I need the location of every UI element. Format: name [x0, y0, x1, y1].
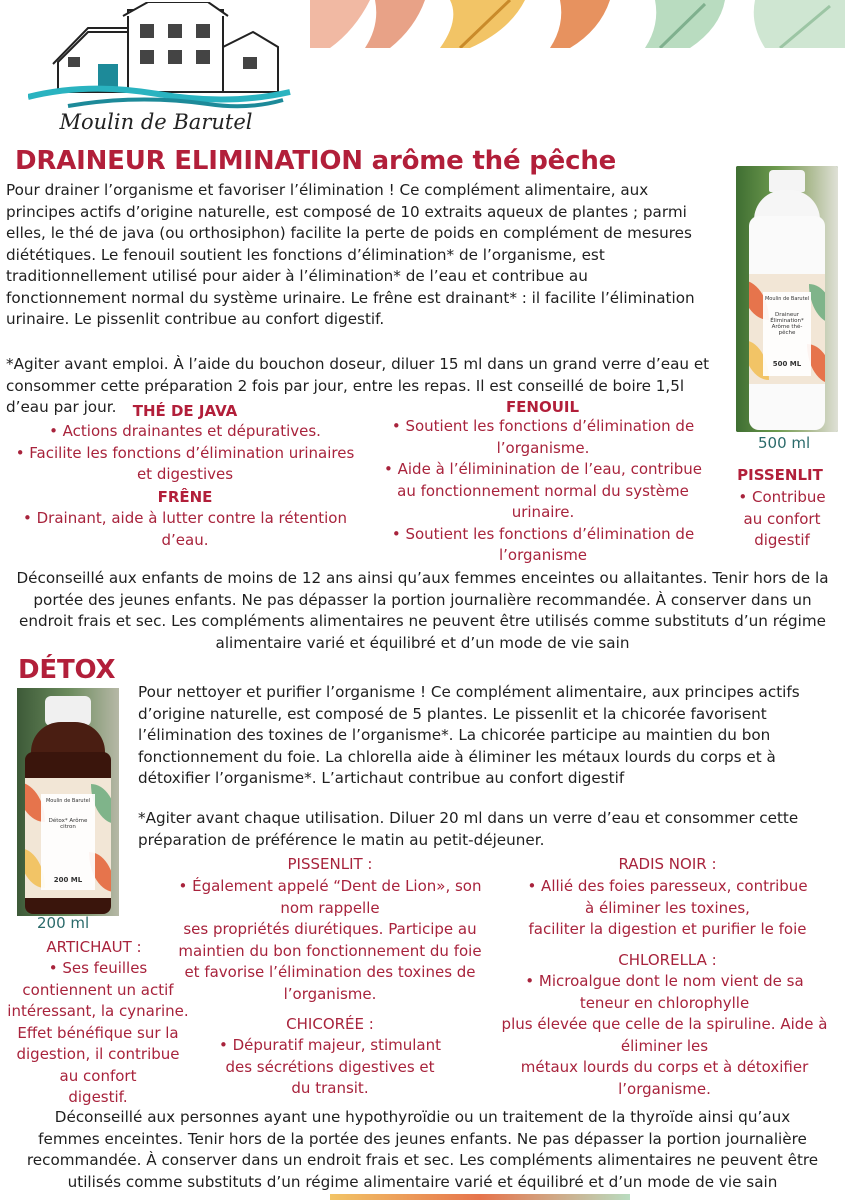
list-item: • Facilite les fonctions d’élimination urinaires	[15, 443, 355, 462]
product2-warning	[0, 1107, 845, 1193]
product1-title: DRAINEUR ELIMINATION arôme thé pêche	[15, 146, 617, 176]
the-de-java-heading: THÉ DE JAVA	[132, 402, 238, 420]
artichaut-heading: ARTICHAUT :	[46, 938, 142, 956]
text-line: détoxifier l’organisme*. L’artichaut contribue au confort digestif	[138, 769, 625, 787]
list-item: digestion, il contribue	[16, 1045, 180, 1063]
list-item: maintien du bon fonctionnement du foie	[178, 941, 482, 960]
text-line: d’origine naturelle, est composé de 5 plantes. Le pissenlit et la chicorée favorisent	[138, 704, 767, 723]
list-item: urinaire.	[511, 503, 575, 521]
list-item: à éliminer les toxines,	[585, 898, 750, 917]
list-item: ses propriétés diurétiques. Participe au	[183, 920, 477, 938]
text-line: endroit frais et sec. Les compléments alimentaires ne peuvent être utilisés comme substituts d’un régime	[19, 612, 826, 630]
list-item: contiennent un actif	[22, 980, 174, 999]
list-item: • Microalgue dont le nom vient de sa	[525, 972, 804, 990]
product2-title: DÉTOX	[18, 655, 116, 685]
text-line: urinaire. Le pissenlit contribue au confort digestif.	[6, 310, 385, 328]
list-item: • Soutient les fonctions d’élimination de	[391, 524, 695, 543]
pissenlit-heading: PISSENLIT	[737, 466, 823, 484]
list-item: • Également appelé “Dent de Lion», son	[178, 877, 482, 895]
text-line: femmes enceintes. Tenir hors de la portée des jeunes enfants. Ne pas dépasser la portion journalière	[38, 1129, 807, 1148]
product2-bottle-volume: 200 ml	[37, 914, 90, 932]
list-item: Effet bénéfique sur la	[17, 1023, 179, 1042]
list-item: • Dépuratif majeur, stimulant	[218, 1036, 442, 1054]
list-item: l’organisme.	[496, 438, 590, 457]
list-item: et digestives	[136, 465, 234, 483]
list-item: éliminer les	[620, 1036, 709, 1055]
fenouil-heading: FENOUIL	[505, 398, 580, 416]
text-line: fonctionnement du foie. La chlorella aide à éliminer les métaux lourds du corps et à	[138, 747, 776, 766]
list-item: au confort	[59, 1066, 137, 1085]
list-item: l’organisme	[498, 546, 588, 564]
list-item: plus élevée que celle de la spiruline. Aide à	[501, 1015, 828, 1033]
mill-illustration	[28, 2, 298, 112]
list-item: des sécrétions digestives et	[225, 1057, 435, 1076]
bottle-label-name: Détox* Arôme citron	[48, 818, 88, 830]
text-line: d’eau par jour.	[6, 398, 117, 416]
fenouil-list	[368, 416, 718, 567]
list-item: métaux lourds du corps et à détoxifier	[520, 1058, 809, 1076]
text-line: principes actifs d’origine naturelle, est composé de 10 extraits aqueux de plantes ; parmi	[6, 202, 687, 221]
chicoree-list	[165, 1035, 495, 1100]
text-line: recommandée. À conserver dans un endroit frais et sec. Les compléments alimentaires ne peuvent être	[26, 1151, 819, 1169]
radis-noir-heading: RADIS NOIR :	[618, 855, 717, 873]
list-item: • Soutient les fonctions d’élimination de	[391, 417, 695, 435]
product1-usage	[6, 354, 741, 419]
list-item: digestif	[754, 531, 810, 549]
pissenlit2-list	[165, 876, 495, 1005]
list-item: l’organisme.	[618, 1079, 711, 1098]
chicoree-heading: CHICORÉE :	[286, 1015, 374, 1033]
list-item: au fonctionnement normal du système	[397, 481, 689, 500]
list-item: teneur en chlorophylle	[579, 993, 750, 1012]
text-line: Pour drainer l’organisme et favoriser l’élimination ! Ce complément alimentaire, aux	[6, 181, 649, 199]
text-line: consommer cette préparation 2 fois par jour, entre les repas. Il est conseillé de boire 1,5l	[6, 376, 685, 395]
bottle-label-name: Draineur Élimination* Arôme thé-pêche	[770, 312, 804, 336]
list-item: • Contribue	[738, 488, 826, 506]
brand-name: Moulin de Barutel	[59, 110, 253, 134]
product1-warning	[0, 568, 845, 654]
bottle-label-brand: Moulin de Barutel	[764, 296, 810, 302]
product2-bottle-photo	[17, 688, 119, 916]
frene-heading: FRÊNE	[157, 488, 213, 506]
list-item: digestif.	[68, 1088, 128, 1106]
text-line: *Agiter avant emploi. À l’aide du bouchon doseur, diluer 15 ml dans un grand verre d’eau et	[6, 355, 710, 373]
product2-intro	[138, 682, 838, 790]
bottle-label-brand: Moulin de Barutel	[45, 798, 91, 804]
text-line: alimentaire varié et équilibré et d’un mode de vie sain	[215, 633, 630, 652]
list-item: • Allié des foies paresseux, contribue	[527, 877, 808, 895]
list-item: du transit.	[291, 1079, 369, 1097]
list-item: et favorise l’élimination des toxines de	[184, 963, 476, 981]
text-line: Déconseillé aux enfants de moins de 12 ans ainsi qu’aux femmes enceintes ou allaitantes. Tenir hors de la	[16, 569, 829, 587]
footer-leaf-decoration	[330, 1194, 630, 1200]
text-line: utilisés comme substituts d’un régime alimentaire varié et équilibré et d’un mode de vie sain	[67, 1172, 778, 1191]
text-line: traditionnellement utilisé pour aider à l’élimination* de l’eau et contribue au	[6, 267, 588, 285]
radis-noir-list	[495, 876, 840, 941]
artichaut-list	[0, 958, 196, 1109]
list-item: • Aide à l’éliminination de l’eau, contribue	[384, 460, 702, 478]
text-line: *Agiter avant chaque utilisation. Diluer 20 ml dans un verre d’eau et consommer cette	[138, 809, 799, 827]
list-item: l’organisme.	[283, 984, 377, 1003]
brand-logo	[28, 2, 298, 140]
list-item: faciliter la digestion et purifier le foie	[528, 920, 807, 938]
text-line: Déconseillé aux personnes ayant une hypothyroïdie ou un traitement de la thyroïde ainsi qu’aux	[54, 1108, 791, 1126]
bottle-label-volume: 500 ML	[772, 360, 802, 368]
list-item: d’eau.	[161, 530, 209, 549]
list-item: • Drainant, aide à lutter contre la rétention	[23, 509, 347, 527]
list-item: • Actions drainantes et dépuratives.	[49, 422, 321, 440]
text-line: elles, le thé de java (ou orthosiphon) facilite la perte de poids en complément de mesures	[6, 224, 692, 242]
text-line: fonctionnement normal du système urinaire. Le frêne est drainant* : il facilite l’élimination	[6, 288, 695, 307]
frene-list	[4, 508, 366, 551]
text-line: préparation de préférence le matin au petit-déjeuner.	[138, 830, 545, 849]
list-item: nom rappelle	[280, 898, 380, 917]
product1-bottle-volume: 500 ml	[758, 434, 811, 452]
list-item: intéressant, la cynarine.	[7, 1002, 189, 1020]
pissenlit-list	[728, 487, 836, 552]
text-line: l’élimination des toxines de l’organisme*. La chicorée participe au maintien du bon	[138, 726, 771, 744]
product1-bottle-photo	[736, 166, 838, 432]
the-de-java-list	[4, 421, 366, 486]
chlorella-heading: CHLORELLA :	[618, 951, 717, 969]
product2-usage	[138, 808, 838, 851]
list-item: • Ses feuilles	[48, 959, 148, 977]
chlorella-list	[487, 971, 842, 1100]
list-item: au confort	[743, 509, 821, 528]
text-line: portée des jeunes enfants. Ne pas dépasser la portion journalière recommandée. À conserver dans un	[33, 590, 812, 609]
text-line: Pour nettoyer et purifier l’organisme ! Ce complément alimentaire, aux principes actifs	[138, 683, 800, 701]
bottle-label-volume: 200 ML	[53, 876, 83, 884]
text-line: diététiques. Le fenouil soutient les fonctions d’élimination* de l’organisme, est	[6, 245, 605, 264]
pissenlit2-heading: PISSENLIT :	[287, 855, 373, 873]
header-leaf-decoration	[310, 0, 845, 48]
product1-intro	[6, 180, 726, 331]
